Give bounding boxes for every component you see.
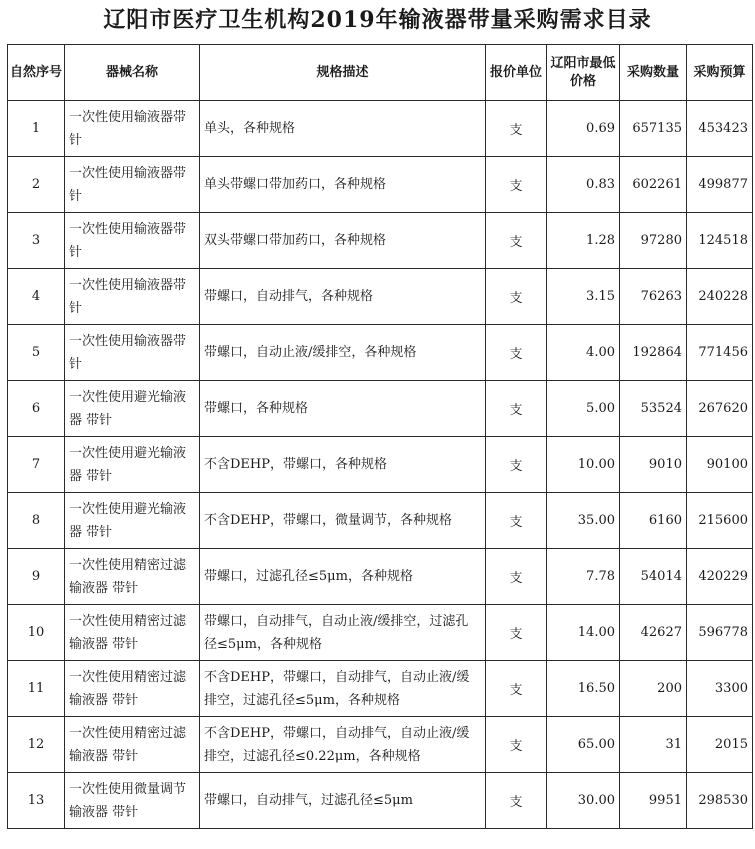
table-row [8, 101, 753, 157]
min-price-cell: 16.50 [547, 661, 620, 717]
min-price-cell: 7.78 [547, 549, 620, 605]
min-price-cell: 14.00 [547, 605, 620, 661]
device-name-cell: 一次性使用输液器带针 [65, 157, 200, 213]
table-row [8, 213, 753, 269]
spec-description-cell: 双头带螺口带加药口，各种规格 [200, 213, 486, 269]
purchase-budget-cell: 771456 [687, 325, 753, 381]
page-title: 辽阳市医疗卫生机构2019年输液器带量采购需求目录 [103, 7, 652, 33]
purchase-quantity-cell: 97280 [620, 213, 687, 269]
purchase-budget-cell: 3300 [687, 661, 753, 717]
purchase-budget-cell: 2015 [687, 717, 753, 773]
row-number-cell: 7 [8, 437, 65, 493]
quote-unit-cell: 支 [486, 493, 547, 549]
header-unit: 报价单位 [486, 45, 547, 101]
purchase-quantity-cell: 42627 [620, 605, 687, 661]
device-name-cell: 一次性使用避光输液器 带针 [65, 381, 200, 437]
purchase-quantity-cell: 53524 [620, 381, 687, 437]
min-price-cell: 4.00 [547, 325, 620, 381]
purchase-budget-cell: 240228 [687, 269, 753, 325]
row-number-cell: 5 [8, 325, 65, 381]
spec-description-cell: 不含DEHP，带螺口，微量调节，各种规格 [200, 493, 486, 549]
quote-unit-cell: 支 [486, 381, 547, 437]
spec-description-cell: 带螺口，自动排气，过滤孔径≤5μm [200, 773, 486, 829]
device-name-cell: 一次性使用避光输液器 带针 [65, 437, 200, 493]
min-price-cell: 5.00 [547, 381, 620, 437]
device-name-cell: 一次性使用微量调节输液器 带针 [65, 773, 200, 829]
min-price-cell: 10.00 [547, 437, 620, 493]
table-row [8, 157, 753, 213]
table-row [8, 717, 753, 773]
spec-description-cell: 不含DEHP，带螺口，各种规格 [200, 437, 486, 493]
device-name-cell: 一次性使用精密过滤输液器 带针 [65, 661, 200, 717]
row-number-cell: 6 [8, 381, 65, 437]
purchase-budget-cell: 215600 [687, 493, 753, 549]
purchase-budget-cell: 90100 [687, 437, 753, 493]
spec-description-cell: 带螺口，过滤孔径≤5μm，各种规格 [200, 549, 486, 605]
table-row [8, 773, 753, 829]
min-price-cell: 0.83 [547, 157, 620, 213]
min-price-cell: 65.00 [547, 717, 620, 773]
purchase-budget-cell: 124518 [687, 213, 753, 269]
table-row [8, 605, 753, 661]
min-price-cell: 1.28 [547, 213, 620, 269]
table-row [8, 493, 753, 549]
purchase-quantity-cell: 657135 [620, 101, 687, 157]
purchase-quantity-cell: 76263 [620, 269, 687, 325]
purchase-quantity-cell: 6160 [620, 493, 687, 549]
device-name-cell: 一次性使用精密过滤输液器 带针 [65, 549, 200, 605]
device-name-cell: 一次性使用精密过滤输液器 带针 [65, 605, 200, 661]
table-row [8, 269, 753, 325]
row-number-cell: 4 [8, 269, 65, 325]
row-number-cell: 8 [8, 493, 65, 549]
device-name-cell: 一次性使用输液器带针 [65, 101, 200, 157]
quote-unit-cell: 支 [486, 101, 547, 157]
row-number-cell: 13 [8, 773, 65, 829]
quote-unit-cell: 支 [486, 269, 547, 325]
header-spec: 规格描述 [200, 45, 486, 101]
procurement-table [7, 44, 753, 829]
header-name: 器械名称 [65, 45, 200, 101]
quote-unit-cell: 支 [486, 661, 547, 717]
header-budget: 采购预算 [687, 45, 753, 101]
row-number-cell: 11 [8, 661, 65, 717]
spec-description-cell: 带螺口，各种规格 [200, 381, 486, 437]
row-number-cell: 2 [8, 157, 65, 213]
table-row [8, 661, 753, 717]
header-row [8, 45, 753, 101]
quote-unit-cell: 支 [486, 549, 547, 605]
table-row [8, 325, 753, 381]
spec-description-cell: 带螺口，自动排气，自动止液/缓排空，过滤孔径≤5μm，各种规格 [200, 605, 486, 661]
quote-unit-cell: 支 [486, 605, 547, 661]
purchase-budget-cell: 499877 [687, 157, 753, 213]
quote-unit-cell: 支 [486, 437, 547, 493]
quote-unit-cell: 支 [486, 213, 547, 269]
min-price-cell: 30.00 [547, 773, 620, 829]
header-qty: 采购数量 [620, 45, 687, 101]
purchase-quantity-cell: 9010 [620, 437, 687, 493]
header-min-price: 辽阳市最低价格 [547, 45, 620, 101]
device-name-cell: 一次性使用避光输液器 带针 [65, 493, 200, 549]
header-no: 自然序号 [8, 45, 65, 101]
spec-description-cell: 不含DEHP，带螺口，自动排气，自动止液/缓排空，过滤孔径≤0.22μm，各种规格 [200, 717, 486, 773]
purchase-quantity-cell: 9951 [620, 773, 687, 829]
table-row [8, 437, 753, 493]
purchase-quantity-cell: 192864 [620, 325, 687, 381]
min-price-cell: 3.15 [547, 269, 620, 325]
spec-description-cell: 单头，各种规格 [200, 101, 486, 157]
purchase-quantity-cell: 54014 [620, 549, 687, 605]
purchase-quantity-cell: 602261 [620, 157, 687, 213]
device-name-cell: 一次性使用输液器带针 [65, 325, 200, 381]
spec-description-cell: 带螺口，自动止液/缓排空，各种规格 [200, 325, 486, 381]
quote-unit-cell: 支 [486, 325, 547, 381]
table-row [8, 381, 753, 437]
quote-unit-cell: 支 [486, 717, 547, 773]
table-row [8, 549, 753, 605]
purchase-quantity-cell: 200 [620, 661, 687, 717]
row-number-cell: 3 [8, 213, 65, 269]
spec-description-cell: 带螺口，自动排气，各种规格 [200, 269, 486, 325]
min-price-cell: 0.69 [547, 101, 620, 157]
purchase-quantity-cell: 31 [620, 717, 687, 773]
spec-description-cell: 不含DEHP，带螺口，自动排气，自动止液/缓排空，过滤孔径≤5μm，各种规格 [200, 661, 486, 717]
purchase-budget-cell: 453423 [687, 101, 753, 157]
row-number-cell: 12 [8, 717, 65, 773]
device-name-cell: 一次性使用输液器带针 [65, 213, 200, 269]
row-number-cell: 10 [8, 605, 65, 661]
purchase-budget-cell: 420229 [687, 549, 753, 605]
purchase-budget-cell: 298530 [687, 773, 753, 829]
row-number-cell: 1 [8, 101, 65, 157]
quote-unit-cell: 支 [486, 157, 547, 213]
row-number-cell: 9 [8, 549, 65, 605]
device-name-cell: 一次性使用精密过滤输液器 带针 [65, 717, 200, 773]
min-price-cell: 35.00 [547, 493, 620, 549]
spec-description-cell: 单头带螺口带加药口，各种规格 [200, 157, 486, 213]
quote-unit-cell: 支 [486, 773, 547, 829]
purchase-budget-cell: 596778 [687, 605, 753, 661]
device-name-cell: 一次性使用输液器带针 [65, 269, 200, 325]
purchase-budget-cell: 267620 [687, 381, 753, 437]
